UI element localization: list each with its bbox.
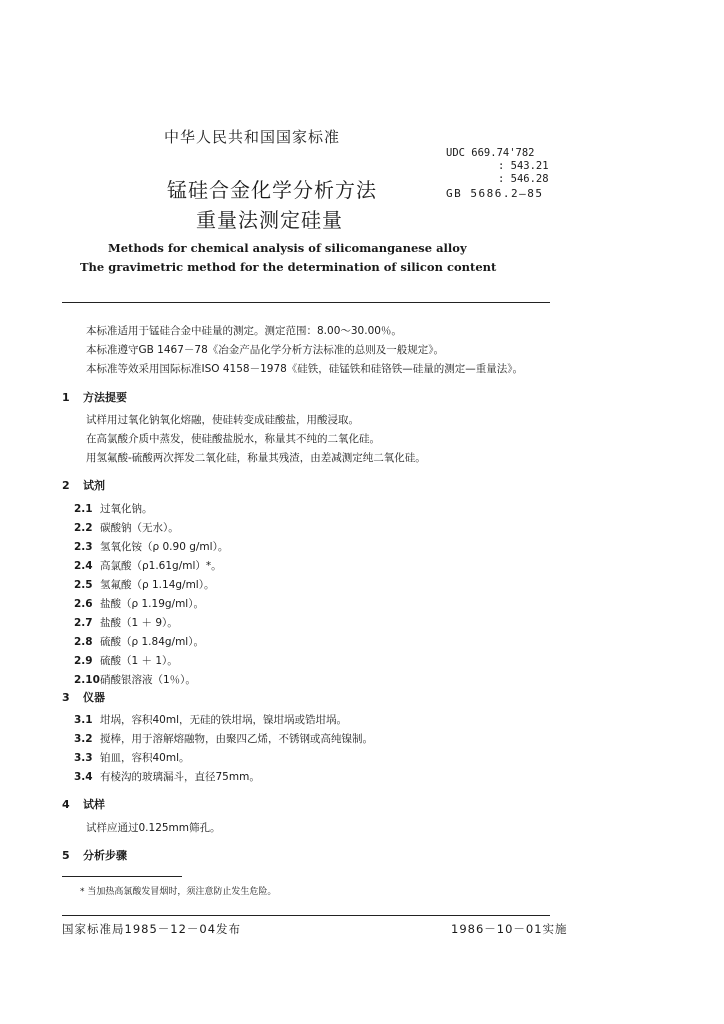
item-text: 硝酸银溶液（1％）。 [100, 674, 196, 686]
list-item [74, 712, 347, 727]
item-number: 3.3 [74, 752, 93, 764]
section-number: 4 [62, 798, 70, 811]
list-item [74, 577, 214, 592]
list-item [74, 769, 260, 784]
item-text: 有棱沟的玻璃漏斗，直径75mm。 [100, 771, 260, 783]
item-number: 3.1 [74, 714, 93, 726]
section-title: 分析步骤 [83, 849, 127, 862]
title-en-sub: The gravimetric method for the determination of silicon content [80, 260, 497, 274]
item-number: 2.4 [74, 560, 93, 572]
item-text: 盐酸（ρ 1.19g/ml）。 [100, 598, 204, 610]
list-item [74, 731, 373, 746]
item-number: 2.5 [74, 579, 93, 591]
item-text: 搅棒，用于溶解熔融物，由聚四乙烯，不锈钢或高纯镍制。 [100, 733, 373, 745]
item-number: 2.8 [74, 636, 93, 648]
issue-date: 国家标准局1985－12－04发布 [62, 922, 242, 936]
section-paragraph: 在高氯酸介质中蒸发，使硅酸盐脱水，称量其不纯的二氧化硅。 [86, 433, 380, 445]
udc-block [446, 147, 549, 200]
item-text: 铂皿，容积40ml。 [100, 752, 190, 764]
section-title: 试剂 [83, 479, 105, 492]
item-number: 2.2 [74, 522, 93, 534]
item-text: 氢氟酸（ρ 1.14g/ml）。 [100, 579, 215, 591]
section-number: 2 [62, 479, 70, 492]
title-en-main: Methods for chemical analysis of silicomanganese alloy [108, 241, 467, 255]
udc-line: : 546.28 [498, 173, 549, 185]
section-paragraph: 试样用过氧化钠氧化熔融，使硅转变成硅酸盐，用酸浸取。 [86, 414, 359, 426]
item-number: 2.3 [74, 541, 93, 553]
intro-line: 本标准等效采用国际标准ISO 4158－1978《硅铁，硅锰铁和硅铬铁—硅量的测定—重量法》。 [86, 363, 524, 375]
item-number: 2.1 [74, 503, 93, 515]
intro-line: 本标准适用于锰硅合金中硅量的测定。测定范围：8.00～30.00％。 [86, 325, 402, 337]
item-text: 坩埚，容积40ml，无硅的铁坩埚，镍坩埚或锆坩埚。 [100, 714, 348, 726]
section-number: 5 [62, 849, 70, 862]
footnote: * 当加热高氯酸发冒烟时，须注意防止发生危险。 [80, 887, 277, 897]
section-heading [62, 477, 105, 493]
item-number: 2.10 [74, 674, 100, 686]
list-item [74, 501, 153, 516]
item-number: 3.2 [74, 733, 93, 745]
list-item [74, 539, 228, 554]
section-title: 方法提要 [83, 391, 127, 404]
item-number: 2.7 [74, 617, 93, 629]
item-text: 高氯酸（ρ1.61g/ml）*。 [100, 560, 222, 572]
item-number: 3.4 [74, 771, 93, 783]
section-title: 试样 [83, 798, 105, 811]
intro-line: 本标准遵守GB 1467－78《冶金产品化学分析方法标准的总则及一般规定》。 [86, 344, 445, 356]
item-text: 硫酸（ρ 1.84g/ml）。 [100, 636, 204, 648]
footer-divider [62, 915, 550, 916]
item-text: 硫酸（1 ＋ 1）。 [100, 655, 178, 667]
section-heading [62, 847, 127, 863]
section-title: 仪器 [83, 691, 105, 704]
item-text: 碳酸钠（无水）。 [100, 522, 179, 534]
section-heading [62, 389, 127, 405]
list-item [74, 672, 196, 687]
list-item [74, 596, 204, 611]
list-item [74, 520, 179, 535]
title-cn-sub: 重量法测定硅量 [196, 208, 343, 232]
section-number: 1 [62, 391, 70, 404]
item-text: 氢氧化铵（ρ 0.90 g/ml）。 [100, 541, 229, 553]
item-number: 2.6 [74, 598, 93, 610]
title-cn-main: 锰硅合金化学分析方法 [167, 178, 377, 202]
header-divider [62, 302, 550, 303]
gb-code: GB 5686.2—85 [446, 187, 544, 200]
udc-line: : 543.21 [498, 160, 549, 172]
item-number: 2.9 [74, 655, 93, 667]
section-number: 3 [62, 691, 70, 704]
section-heading [62, 689, 105, 705]
list-item [74, 634, 204, 649]
list-item [74, 653, 178, 668]
implementation-date: 1986－10－01实施 [451, 922, 568, 936]
list-item [74, 615, 178, 630]
section-paragraph: 试样应通过0.125mm筛孔。 [86, 822, 221, 834]
item-text: 盐酸（1 ＋ 9）。 [100, 617, 178, 629]
section-heading [62, 796, 105, 812]
list-item [74, 750, 190, 765]
footnote-divider [62, 876, 182, 877]
udc-line: UDC 669.74'782 [446, 147, 535, 159]
section-paragraph: 用氢氟酸-硫酸两次挥发二氧化硅，称量其残渣，由差减测定纯二氧化硅。 [86, 452, 426, 464]
standard-heading: 中华人民共和国国家标准 [164, 128, 341, 146]
list-item [74, 558, 222, 573]
item-text: 过氧化钠。 [100, 503, 153, 515]
